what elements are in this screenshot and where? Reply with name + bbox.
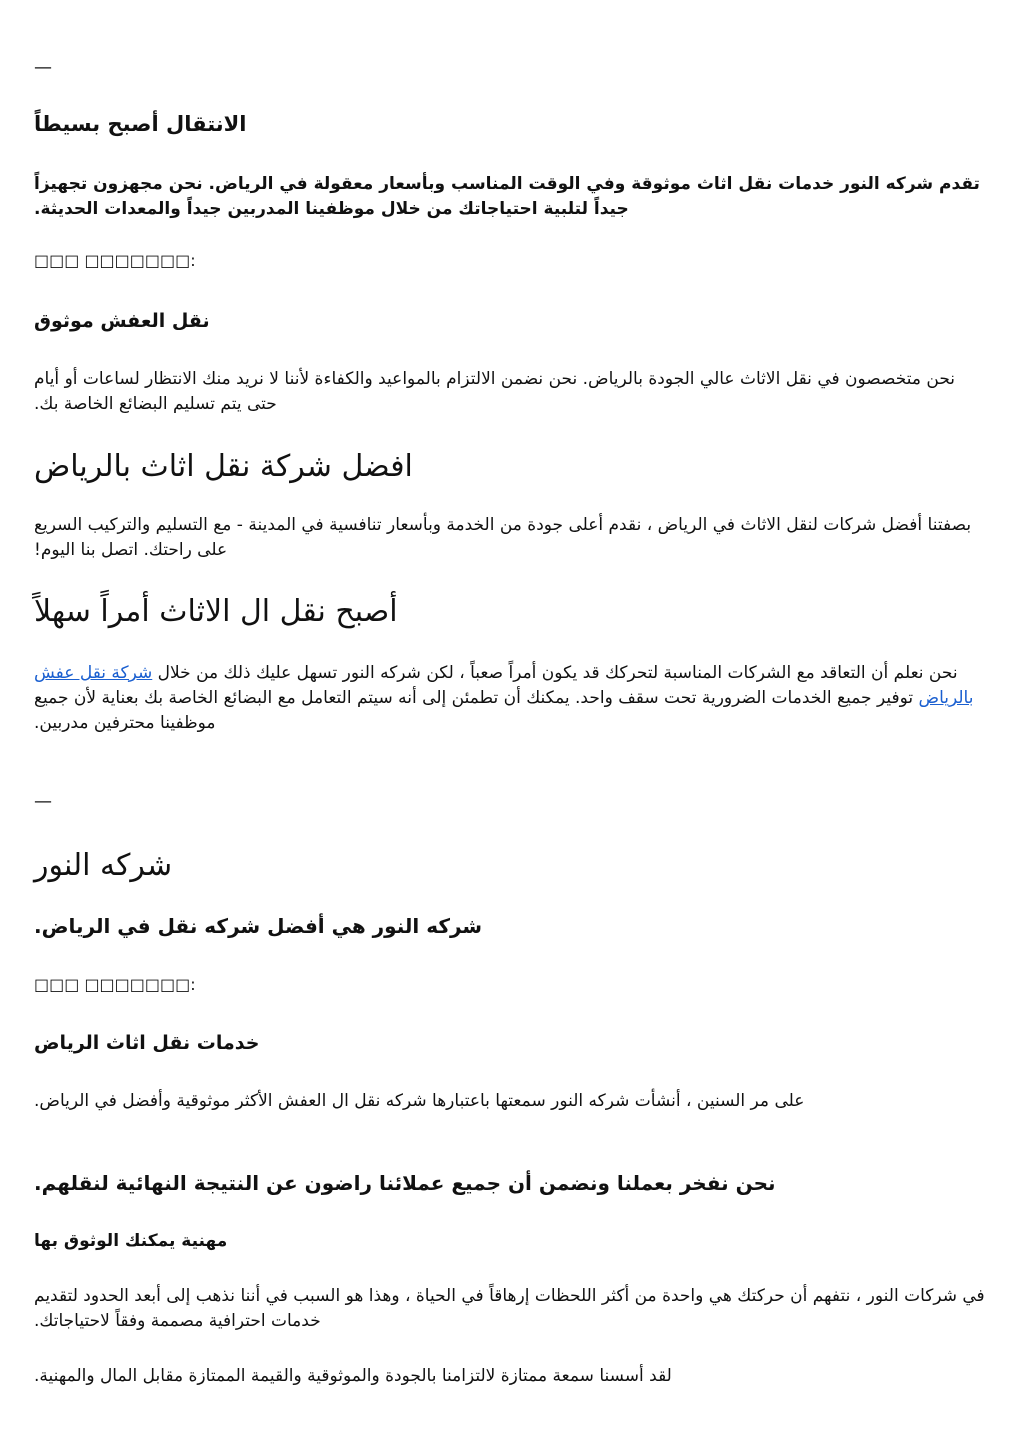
- intro-paragraph: تقدم شركه النور خدمات نقل اثاث موثوقة وفي الوقت المناسب وبأسعار معقولة في الرياض. نحن مجهزون تجهيزاً جيداً لتلبية احتياجاتك من خلال موظفينا المدربين جيداً والمعدات الحديثة.: [34, 174, 980, 219]
- section-title-al-noor: شركه النور: [34, 848, 173, 883]
- reliable-moving-paragraph: نحن متخصصون في نقل الاثاث عالي الجودة بالرياض. نحن نضمن الالتزام بالمواعيد والكفاءة لأننا لا نريد منك الانتظار لساعات أو أيام حتى يتم تسليم البضائع الخاصة بك.: [34, 369, 956, 414]
- divider: —: [34, 791, 52, 812]
- subtitle-reliable-moving: نقل العفش موثوق: [34, 310, 210, 332]
- subtitle-riyadh-moving-services: خدمات نقل اثاث الرياض: [34, 1032, 260, 1054]
- section-title-best-company: افضل شركة نقل اثاث بالرياض: [34, 449, 413, 484]
- inline-link-moving-riyadh[interactable]: شركة نقل عفش بالرياض: [34, 663, 974, 708]
- section-title-moving-simple: الانتقال أصبح بسيطاً: [34, 112, 247, 136]
- divider: —: [34, 57, 52, 78]
- easy-moving-text-end: توفير جميع الخدمات الضرورية تحت سقف واحد. يمكنك أن تطمئن إلى أنه سيتم التعامل مع البضائع الخاصة بك بعناية لأن جميع موظفينا محترفين مدربين.: [34, 688, 914, 733]
- section-label: □□□ □□□□□□□:: [34, 251, 196, 270]
- easy-moving-text-start: نحن نعلم أن التعاقد مع الشركات المناسبة لتحركك قد يكون أمراً صعباً ، لكن شركه النور تسهل عليك ذلك من خلال: [157, 663, 958, 683]
- section-label: □□□ □□□□□□□:: [34, 975, 196, 994]
- best-company-paragraph: بصفتنا أفضل شركات لنقل الاثاث في الرياض ، نقدم أعلى جودة من الخدمة وبأسعار تنافسية في المدينة - مع التسليم والتركيب السريع على راحتك. اتصل بنا اليوم!: [34, 515, 972, 560]
- closing-paragraph: لقد أسسنا سمعة ممتازة لالتزامنا بالجودة والموثوقية والقيمة الممتازة مقابل المال والمهنية.: [34, 1366, 672, 1386]
- al-noor-tagline: شركه النور هي أفضل شركه نقل في الرياض.: [34, 914, 483, 938]
- trust-title: مهنية يمكنك الوثوق بها: [34, 1231, 228, 1251]
- pride-statement: نحن نفخر بعملنا ونضمن أن جميع عملائنا راضون عن النتيجة النهائية لنقلهم.: [34, 1171, 776, 1195]
- easy-moving-paragraph: [34, 661, 990, 736]
- riyadh-services-paragraph: على مر السنين ، أنشأت شركه النور سمعتها باعتبارها شركه نقل ال العفش الأكثر موثوقية وأفضل في الرياض.: [34, 1091, 805, 1111]
- section-title-easy-moving: أصبح نقل ال الاثاث أمراً سهلاً: [34, 594, 398, 629]
- trust-paragraph: في شركات النور ، نتفهم أن حركتك هي واحدة من أكثر اللحظات إرهاقاً في الحياة ، وهذا هو السبب في أننا نذهب إلى أبعد الحدود لتقديم خدمات احترافية مصممة وفقاً لاحتياجاتك.: [34, 1286, 985, 1331]
